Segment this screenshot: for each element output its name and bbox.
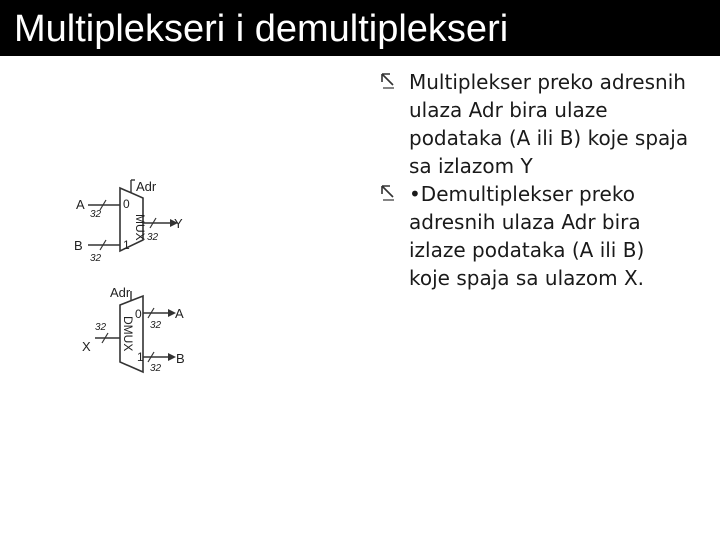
dmux-width-x: 32 [95,322,107,333]
demultiplexer-symbol [82,285,185,374]
bullet-multiplexer [380,68,715,180]
bullet-text: •Demultiplekser preko adresnih ulaza Adr bira izlaze podataka (A ili B) koje spaja sa ulazom X. [409,182,645,290]
dmux-select-label: Adr [110,285,131,300]
mux-width-a: 32 [90,209,102,220]
title-bar [0,0,720,56]
dmux-width-b: 32 [150,363,162,374]
dmux-name: DMUX [121,316,135,352]
dmux-output-b-label: B [176,351,185,366]
bullet-text: Multiplekser preko adresnih ulaza Adr bira ulaze podataka (A ili B) koje spaja sa izlazom Y [409,70,689,178]
dmux-output-a-label: A [175,306,184,321]
arrow-up-left-icon [380,184,396,202]
arrow-up-left-icon [380,72,396,90]
mux-dmux-diagram [70,175,200,380]
mux-port-1: 1 [123,238,130,252]
mux-input-a-label: A [76,197,85,212]
mux-output-label: Y [174,216,183,231]
mux-width-b: 32 [90,253,102,264]
mux-port-0: 0 [123,197,130,211]
mux-name: MUX [133,214,147,241]
slide-title: Multiplekseri i demultiplekseri [14,8,509,50]
multiplexer-symbol [74,179,183,264]
bullet-list [380,68,715,292]
dmux-port-0: 0 [135,307,142,321]
mux-width-y: 32 [147,232,159,243]
dmux-port-1: 1 [137,350,144,364]
mux-input-b-label: B [74,238,83,253]
dmux-input-label: X [82,339,91,354]
bullet-demultiplexer [380,180,715,292]
dmux-width-a: 32 [150,320,162,331]
mux-select-label: Adr [136,179,157,194]
dmux-output-b-arrowhead [168,353,176,361]
